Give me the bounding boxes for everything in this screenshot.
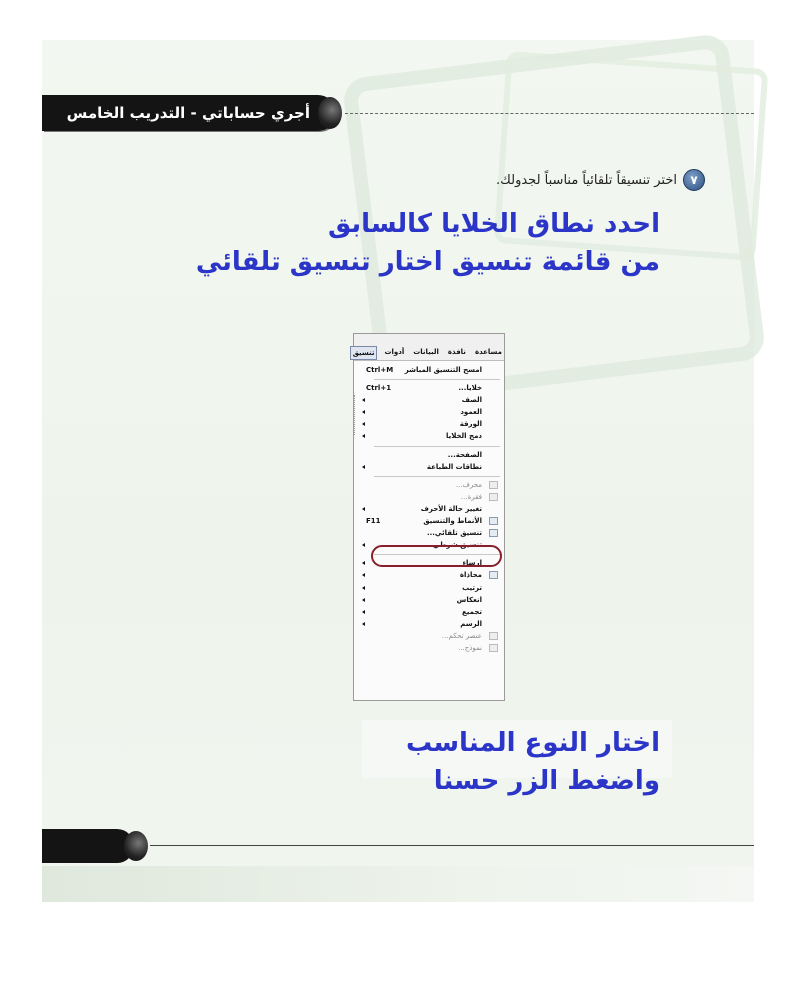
submenu-arrow-icon bbox=[362, 622, 365, 626]
menu-tab[interactable]: نافذة bbox=[447, 348, 466, 356]
menu-item-icon bbox=[489, 517, 498, 525]
menu-item-label: الصف bbox=[461, 396, 482, 405]
menu-item[interactable] bbox=[354, 618, 504, 630]
menu-bar bbox=[354, 334, 504, 361]
footer-bar-cap bbox=[124, 831, 148, 861]
menu-item[interactable] bbox=[354, 527, 504, 539]
menu-item[interactable] bbox=[354, 582, 504, 594]
instruction-note-bottom-line1: اختار النوع المناسب bbox=[405, 728, 660, 758]
menu-tab[interactable]: أدوات bbox=[384, 348, 405, 356]
menu-item[interactable] bbox=[354, 364, 504, 376]
submenu-arrow-icon bbox=[362, 410, 365, 414]
header-dashed-rule bbox=[345, 113, 754, 114]
menu-item[interactable] bbox=[354, 430, 504, 442]
spreadsheet-edge-marks bbox=[354, 395, 358, 435]
instruction-note-top-line2: من قائمة تنسيق اختار تنسيق تلقائي bbox=[195, 247, 660, 277]
menu-item[interactable] bbox=[354, 382, 504, 394]
menu-item-icon bbox=[489, 493, 498, 501]
submenu-arrow-icon bbox=[362, 610, 365, 614]
menu-item-label: الورقة bbox=[459, 420, 482, 429]
menu-item-label: نطاقات الطباعة bbox=[426, 462, 482, 471]
menu-item-label: فقرة... bbox=[460, 492, 482, 501]
menu-item-label: خلايا... bbox=[458, 384, 482, 393]
menu-item[interactable] bbox=[354, 461, 504, 473]
format-menu-screenshot bbox=[353, 333, 505, 701]
step-instruction bbox=[420, 168, 705, 192]
menu-item-icon bbox=[489, 571, 498, 579]
menu-item[interactable] bbox=[354, 491, 504, 503]
menu-item-label: عنصر تحكم... bbox=[441, 631, 482, 640]
instruction-note-top bbox=[196, 205, 660, 281]
submenu-arrow-icon bbox=[362, 507, 365, 511]
menu-tab[interactable]: مساعدة bbox=[474, 348, 502, 356]
submenu-arrow-icon bbox=[362, 543, 365, 547]
menu-item-label: امسح التنسيق المباشر bbox=[404, 366, 482, 374]
format-menu-items bbox=[354, 364, 504, 654]
menu-item-label: تجميع bbox=[461, 607, 482, 616]
menu-item[interactable] bbox=[354, 449, 504, 461]
menu-item-shortcut: Ctrl+1 bbox=[366, 384, 392, 393]
menu-item-shortcut: F11 bbox=[366, 517, 381, 526]
autoformat-highlight-ring bbox=[371, 545, 502, 567]
menu-item-label: نموذج... bbox=[458, 643, 482, 652]
menu-item-label: محرف... bbox=[455, 480, 482, 489]
menu-item[interactable] bbox=[354, 406, 504, 418]
menu-item-label: الصفحة... bbox=[447, 450, 482, 459]
menu-item[interactable] bbox=[354, 642, 504, 654]
menu-item-label: إرساء bbox=[462, 559, 482, 568]
submenu-arrow-icon bbox=[362, 434, 365, 438]
submenu-arrow-icon bbox=[362, 398, 365, 402]
menu-item[interactable] bbox=[354, 630, 504, 642]
menu-item-label: دمج الخلايا bbox=[445, 432, 482, 441]
header-bar-cap bbox=[318, 97, 342, 129]
menu-item[interactable] bbox=[354, 515, 504, 527]
menu-item-label: تنسيق شرطي bbox=[432, 541, 482, 550]
menu-item[interactable] bbox=[354, 606, 504, 618]
menu-item-label: الأنماط والتنسيق bbox=[423, 517, 482, 526]
menu-item-icon bbox=[489, 632, 498, 640]
menu-item-icon bbox=[489, 481, 498, 489]
menu-tab[interactable]: البيانات bbox=[413, 348, 439, 356]
submenu-arrow-icon bbox=[362, 422, 365, 426]
submenu-arrow-icon bbox=[362, 586, 365, 590]
page-title: أجري حساباتي - التدريب الخامس bbox=[66, 104, 310, 122]
menu-item-label: انعكاس bbox=[456, 595, 482, 604]
menu-item-label: العمود bbox=[460, 408, 482, 417]
instruction-note-bottom bbox=[406, 724, 660, 800]
step-text: اختر تنسيقاً تلقائياً مناسباً لجدولك. bbox=[496, 172, 677, 188]
footer-bar bbox=[42, 829, 134, 863]
submenu-arrow-icon bbox=[362, 465, 365, 469]
menu-item[interactable] bbox=[354, 418, 504, 430]
menu-item[interactable] bbox=[354, 503, 504, 515]
step-number-badge: ٧ bbox=[683, 169, 705, 191]
instruction-note-top-line1: احدد نطاق الخلايا كالسابق bbox=[327, 209, 660, 239]
menu-item-label: الرسم bbox=[460, 619, 482, 628]
menu-item-label: محاذاة bbox=[459, 571, 482, 580]
menu-item-label: تغيير حالة الأحرف bbox=[420, 504, 482, 513]
menu-item[interactable] bbox=[354, 594, 504, 606]
menu-item-shortcut: Ctrl+M bbox=[366, 366, 394, 374]
menu-item-label: ترتيب bbox=[462, 583, 482, 592]
menu-item[interactable] bbox=[354, 479, 504, 491]
menu-tab[interactable]: تنسيق bbox=[350, 346, 378, 360]
menu-item[interactable] bbox=[354, 394, 504, 406]
menu-tabs bbox=[350, 346, 504, 360]
menu-item[interactable] bbox=[354, 569, 504, 581]
instruction-note-bottom-line2: واضغط الزر حسنا bbox=[433, 766, 660, 796]
submenu-arrow-icon bbox=[362, 598, 365, 602]
submenu-arrow-icon bbox=[362, 561, 365, 565]
footer-rule bbox=[150, 845, 754, 846]
menu-item-label: تنسيق تلقائي... bbox=[426, 529, 482, 538]
menu-item-icon bbox=[489, 644, 498, 652]
footer-background bbox=[42, 866, 754, 902]
menu-item-icon bbox=[489, 529, 498, 537]
submenu-arrow-icon bbox=[362, 573, 365, 577]
